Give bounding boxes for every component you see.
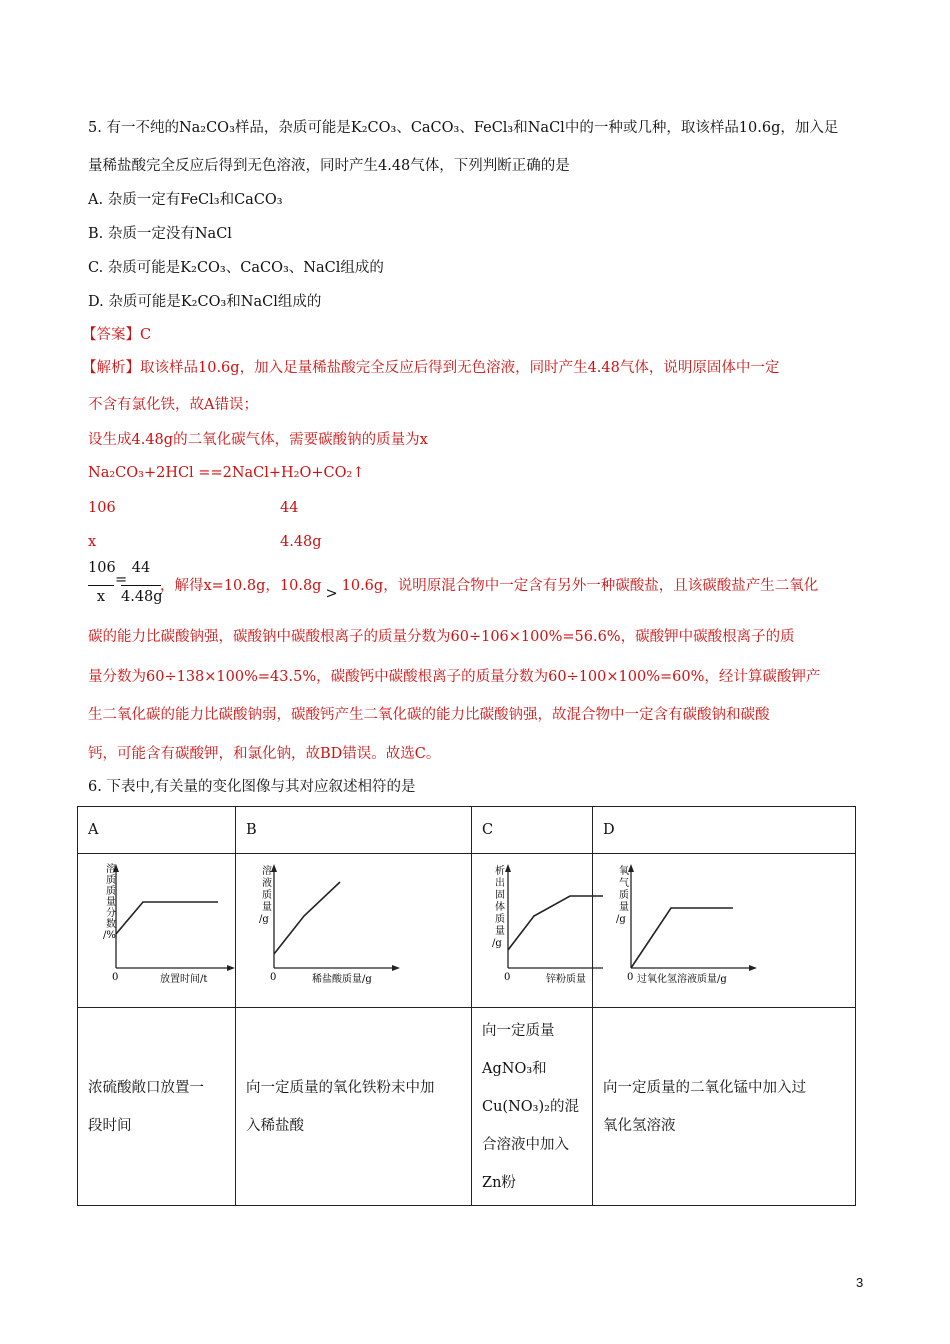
graph-b-xlabel: 稀盐酸质量/g [312,974,372,985]
graph-a-ylabel-0: 溶 [106,864,116,875]
table-description-row [78,1008,856,1206]
graph-b [246,854,482,1003]
fraction2-denominator: 4.48g [121,589,163,605]
graph-c-ylabel-0: 析 [495,866,505,877]
graph-b-ylabel-3: 量 [262,902,272,913]
q5-option-d: D. 杂质可能是K₂CO₃和NaCl组成的 [88,294,322,310]
ratio-row-b-right: 4.48g [280,534,322,550]
graph-c-xlabel: 锌粉质量 [546,974,586,985]
q5-option-c: C. 杂质可能是K₂CO₃、CaCO₃、NaCl组成的 [88,260,384,276]
analysis-line4: ，解得x=10.8g，10.8g > 10.6g，说明原混合物中一定含有另外一种碳酸盐，且该碳酸盐产生二氧化 [160,578,819,602]
graph-b-ylabel-1: 液 [262,878,272,889]
graph-a-ylabel-2: 质 [106,886,116,897]
ratio-row-a-left: 106 [88,500,116,516]
graph-d-xlabel: 过氧化氢溶液质量/g [637,974,727,985]
header-b: B [236,807,472,854]
graph-a-origin: 0 [112,972,119,983]
desc-d: 向一定质量的二氧化锰中加入过 氧化氢溶液 [593,1008,856,1206]
analysis-line3: 设生成4.48g的二氧化碳气体，需要碳酸钠的质量为x [88,432,428,448]
graph-b-ylabel-0: 溶 [262,866,272,877]
header-c: C [472,807,593,854]
graph-c-ylabel-2: 固 [495,890,505,901]
graph-a-curve [116,902,218,934]
q5-option-b: B. 杂质一定没有NaCl [88,226,232,242]
analysis-line5: 碳的能力比碳酸钠强，碳酸钠中碳酸根离子的质量分数为60÷106×100%=56.6%，碳酸钾中碳酸根离子的质 [88,629,795,645]
graph-a-ylabel-6: /% [103,930,116,941]
graph-c-ylabel-4: 质 [495,914,505,925]
graph-d-ylabel-1: 气 [619,878,629,889]
svg-text:溶质质量分数/% [103,862,116,941]
graph-b-ylabel-2: 质 [262,890,272,901]
graph-c-y-arrow [505,864,511,872]
desc-b: 向一定质量的氧化铁粉末中加 入稀盐酸 [236,1008,472,1206]
graph-a-ylabel-3: 量 [106,897,116,908]
graph-d-origin: 0 [627,972,634,983]
header-a: A [78,807,236,854]
q5-option-a: A. 杂质一定有FeCl₃和CaCO₃ [88,192,283,208]
graph-cell-a [78,854,236,1008]
graph-cell-c [472,854,593,1008]
graph-d-x-arrow [749,965,757,971]
graph-d-ylabel-4: /g [616,914,626,925]
ratio-row-b-left: x [88,534,97,550]
desc-a: 浓硫酸敞口放置一 段时间 [78,1008,236,1206]
analysis-tag: 【解析】 [82,360,140,376]
graph-a [88,854,246,1003]
fraction2-bar [121,585,161,586]
fraction2-numerator: 44 [131,560,151,576]
graph-c-ylabel-3: 体 [495,902,505,913]
analysis-line7: 生二氧化碳的能力比碳酸钠弱，碳酸钙产生二氧化碳的能力比碳酸钠强，故混合物中一定含有碳酸钠和碳酸 [88,707,770,723]
fraction1-denominator: x [96,589,106,605]
graph-d-ylabel-2: 质 [619,890,629,901]
graph-c [482,854,603,1003]
desc-c: 向一定质量 AgNO₃和 Cu(NO₃)₂的混 合溶液中加入 Zn粉 [472,1008,593,1206]
graph-a-xlabel: 放置时间/t [160,974,208,985]
header-d: D [593,807,856,854]
graph-c-ylabel-6: /g [492,938,502,949]
table-graph-row [78,854,856,1008]
chemical-equation: Na₂CO₃+2HCl ==2NaCl+H₂O+CO₂↑ [88,465,365,481]
fraction-equals: = [115,572,128,588]
graph-c-curve [508,896,603,950]
analysis-line2: 不含有氯化铁，故A错误； [88,397,258,413]
graph-b-ylabel-4: /g [259,914,269,925]
q6-stem: 6. 下表中,有关量的变化图像与其对应叙述相符的是 [88,779,416,795]
fraction-equation [88,560,163,612]
answer-value: C [140,327,152,343]
table-header-row [78,807,856,854]
q6-table [77,806,856,1206]
graph-b-x-arrow [392,965,400,971]
graph-cell-d [593,854,856,1008]
analysis-line1: 【解析】取该样品10.6g，加入足量稀盐酸完全反应后得到无色溶液，同时产生4.48气体，说明原固体中一定 [82,360,780,376]
analysis-line6: 量分数为60÷138×100%=43.5%，碳酸钙中碳酸根离子的质量分数为60÷100×100%=60%，经计算碳酸钾产 [88,669,821,685]
answer-tag: 【答案】 [82,327,140,343]
ratio-row-a-right: 44 [280,500,299,516]
greater-than-sign: > [325,586,338,602]
graph-b-origin: 0 [270,972,277,983]
graph-c-ylabel-1: 出 [495,878,505,889]
svg-text:析出固体质量/g [492,864,505,949]
q5-stem-line1: 5. 有一不纯的Na₂CO₃样品，杂质可能是K₂CO₃、CaCO₃、FeCl₃和NaCl中的一种或几种，取该样品10.6g，加入足 [88,120,839,136]
fraction1-numerator: 106 [88,560,116,576]
answer-line [82,325,151,345]
graph-cell-b [236,854,472,1008]
fraction1-bar [88,585,114,586]
graph-d-ylabel-0: 氧 [619,866,629,877]
graph-c-ylabel-5: 量 [495,926,505,937]
graph-a-ylabel-1: 质 [106,875,116,886]
graph-d [603,854,866,1003]
graph-a-ylabel-5: 数 [106,919,116,930]
q5-stem-line2: 量稀盐酸完全反应后得到无色溶液，同时产生4.48气体，下列判断正确的是 [88,158,570,174]
svg-text:溶液质量/g [259,864,272,925]
graph-c-origin: 0 [504,972,511,983]
analysis-line8: 钙，可能含有碳酸钾，和氯化钠，故BD错误。故选C。 [88,746,441,762]
page-number: 3 [856,1275,864,1290]
graph-d-ylabel-3: 量 [619,902,629,913]
graph-a-ylabel-4: 分 [106,908,116,919]
graph-d-curve [631,908,733,968]
svg-text:氧气质量/g [616,864,629,925]
graph-a-x-arrow [227,965,235,971]
graph-b-curve [274,882,340,954]
